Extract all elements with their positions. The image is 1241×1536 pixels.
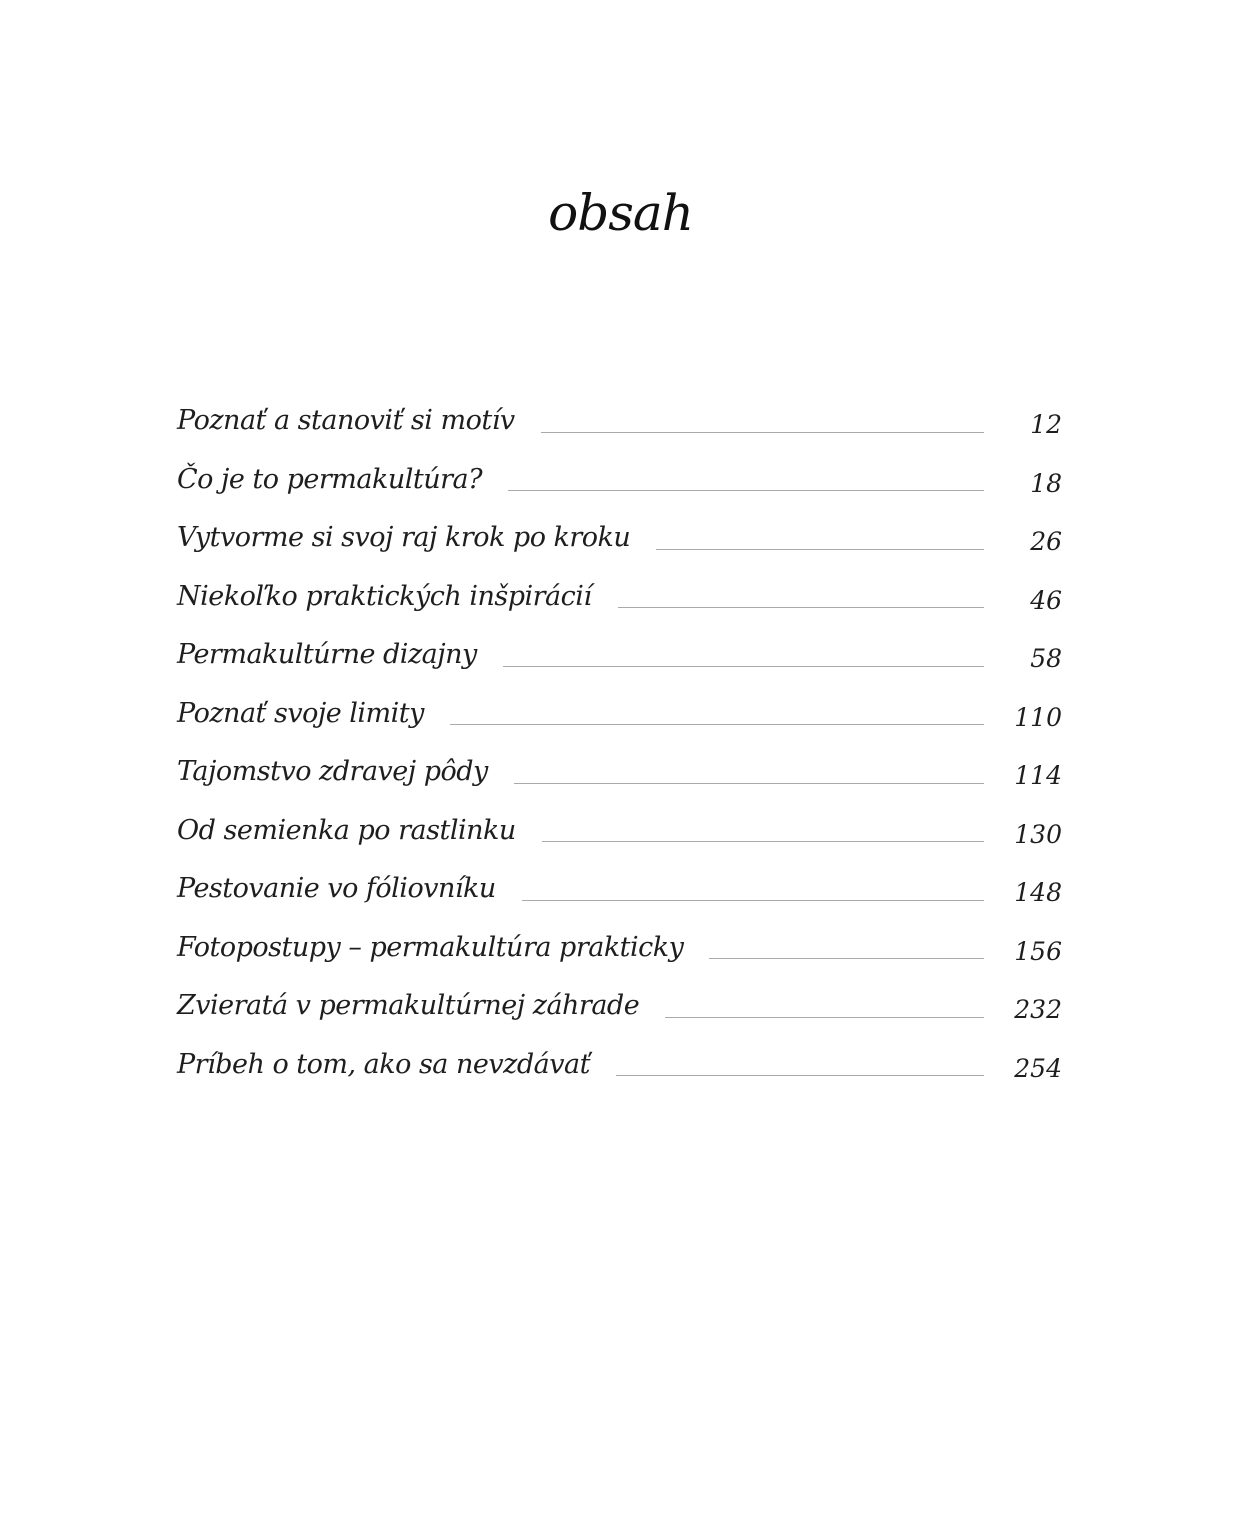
- table-of-contents: [177, 392, 1062, 1094]
- toc-leader-line: [541, 432, 984, 433]
- page-title: obsah: [548, 184, 693, 242]
- toc-leader-line: [542, 841, 984, 842]
- toc-entry-label: Príbeh o tom, ako sa nevzdávať: [177, 1048, 590, 1080]
- toc-entry-page: 148: [1014, 878, 1062, 908]
- toc-entry[interactable]: [177, 685, 1062, 744]
- toc-entry[interactable]: [177, 743, 1062, 802]
- toc-entry-page: 156: [1014, 936, 1062, 966]
- toc-entry-page: 232: [1014, 995, 1062, 1025]
- toc-entry[interactable]: [177, 509, 1062, 568]
- toc-entry-page: 26: [1030, 527, 1062, 557]
- toc-entry[interactable]: [177, 568, 1062, 627]
- toc-leader-line: [522, 900, 984, 901]
- toc-entry-label: Niekoľko praktických inšpirácií: [177, 580, 592, 612]
- toc-entry-page: 12: [1030, 410, 1062, 440]
- toc-entry[interactable]: [177, 1036, 1062, 1095]
- toc-leader-line: [450, 724, 984, 725]
- toc-entry-label: Čo je to permakultúra?: [177, 463, 483, 495]
- toc-leader-line: [656, 549, 984, 550]
- toc-entry-label: Fotopostupy – permakultúra prakticky: [177, 931, 684, 963]
- toc-entry[interactable]: [177, 919, 1062, 978]
- toc-entry-page: 110: [1014, 702, 1062, 732]
- toc-entry-label: Zvieratá v permakultúrnej záhrade: [177, 990, 640, 1022]
- toc-entry-page: 46: [1030, 585, 1062, 615]
- toc-entry[interactable]: [177, 451, 1062, 510]
- toc-entry-page: 114: [1014, 761, 1062, 791]
- toc-entry-page: 18: [1030, 468, 1062, 498]
- toc-leader-line: [616, 1075, 984, 1076]
- toc-entry-label: Poznať a stanoviť si motív: [177, 405, 515, 437]
- toc-entry[interactable]: [177, 860, 1062, 919]
- toc-entry-label: Od semienka po rastlinku: [177, 814, 516, 846]
- toc-leader-line: [503, 666, 984, 667]
- toc-entry-page: 130: [1014, 819, 1062, 849]
- toc-entry-page: 58: [1030, 644, 1062, 674]
- toc-leader-line: [618, 607, 984, 608]
- toc-entry-label: Poznať svoje limity: [177, 697, 424, 729]
- toc-leader-line: [508, 490, 984, 491]
- toc-entry-page: 254: [1014, 1053, 1062, 1083]
- toc-entry[interactable]: [177, 977, 1062, 1036]
- toc-entry-label: Vytvorme si svoj raj krok po kroku: [177, 522, 631, 554]
- toc-entry[interactable]: [177, 392, 1062, 451]
- toc-entry[interactable]: [177, 626, 1062, 685]
- toc-leader-line: [665, 1017, 984, 1018]
- toc-entry[interactable]: [177, 802, 1062, 861]
- toc-leader-line: [514, 783, 984, 784]
- toc-entry-label: Pestovanie vo fóliovníku: [177, 873, 496, 905]
- toc-entry-label: Permakultúrne dizajny: [177, 639, 477, 671]
- toc-leader-line: [709, 958, 984, 959]
- toc-entry-label: Tajomstvo zdravej pôdy: [177, 756, 488, 788]
